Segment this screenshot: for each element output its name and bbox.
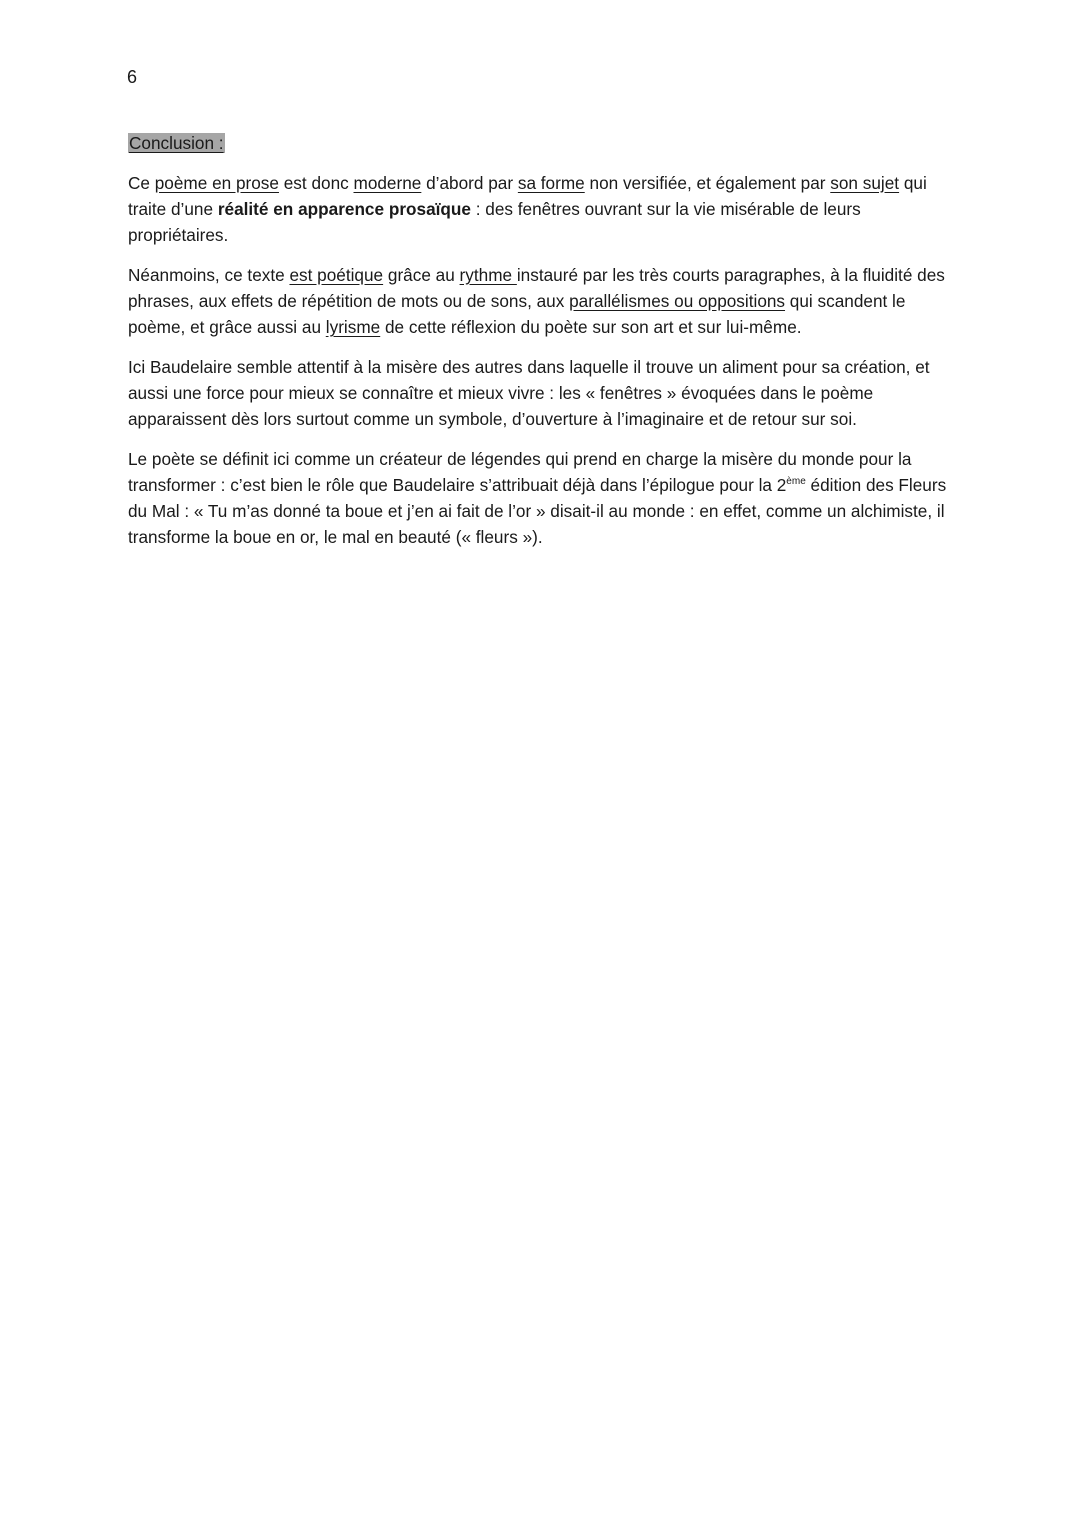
underlined-term: lyrisme: [325, 317, 381, 337]
text-run: Ici Baudelaire semble attentif à la misère des autres dans laquelle il trouve un aliment pour sa création, et aussi une force pour mieux se connaître et mieux vivre : les « fenêtres » évoquées dans le poème apparaissent dès lors surtout comme un symbole, d’ouverture à l’imaginaire et de retour sur soi.: [128, 357, 930, 429]
text-run: édition des Fleurs du Mal : « Tu m’as donné ta boue et j’en ai fait de l’or » disait-il au monde : en effet, comme un alchimiste, il transforme la boue en or, le mal en beauté (« fleurs »).: [128, 475, 947, 547]
underlined-term: poème en prose: [154, 173, 279, 193]
document-body: [128, 130, 963, 564]
text-run: est donc: [278, 173, 354, 193]
underlined-term: parallélismes ou oppositions: [569, 291, 786, 311]
text-run: d’abord par: [421, 173, 518, 193]
section-heading: [128, 130, 963, 154]
bold-term: réalité en apparence prosaïque: [217, 199, 471, 219]
text-run: Ce: [128, 173, 155, 193]
text-run: : des fenêtres ouvrant sur la vie misérable de leurs propriétaires.: [128, 199, 861, 245]
paragraph-2: [128, 262, 963, 340]
underlined-term: est poétique: [289, 265, 384, 285]
text-run: grâce au: [383, 265, 460, 285]
paragraph-3: [128, 354, 963, 432]
text-run: de cette réflexion du poète sur son art et sur lui-même.: [380, 317, 802, 337]
section-heading-text: Conclusion :: [129, 133, 224, 153]
text-run: qui scandent le poème, et grâce aussi au: [128, 291, 906, 337]
superscript: ème: [786, 476, 806, 487]
underlined-term: son sujet: [830, 173, 900, 193]
text-run: Le poète se définit ici comme un créateur de légendes qui prend en charge la misère du monde pour la transformer : c’est bien le rôle que Baudelaire s’attribuait déjà dans l’épilogue pour la 2: [128, 449, 912, 495]
underlined-term: moderne: [353, 173, 422, 193]
text-run: non versifiée, et également par: [584, 173, 831, 193]
page-number: 6: [127, 67, 138, 87]
paragraph-1: [128, 170, 963, 248]
text-run: Néanmoins, ce texte: [128, 265, 290, 285]
paragraph-4: [128, 446, 963, 550]
text-run: instauré par les très courts paragraphes, à la fluidité des phrases, aux effets de répétition de mots ou de sons, aux: [128, 265, 945, 311]
text-run: qui traite d’une: [128, 173, 927, 219]
underlined-term: rythme: [459, 265, 517, 285]
underlined-term: sa forme: [517, 173, 585, 193]
